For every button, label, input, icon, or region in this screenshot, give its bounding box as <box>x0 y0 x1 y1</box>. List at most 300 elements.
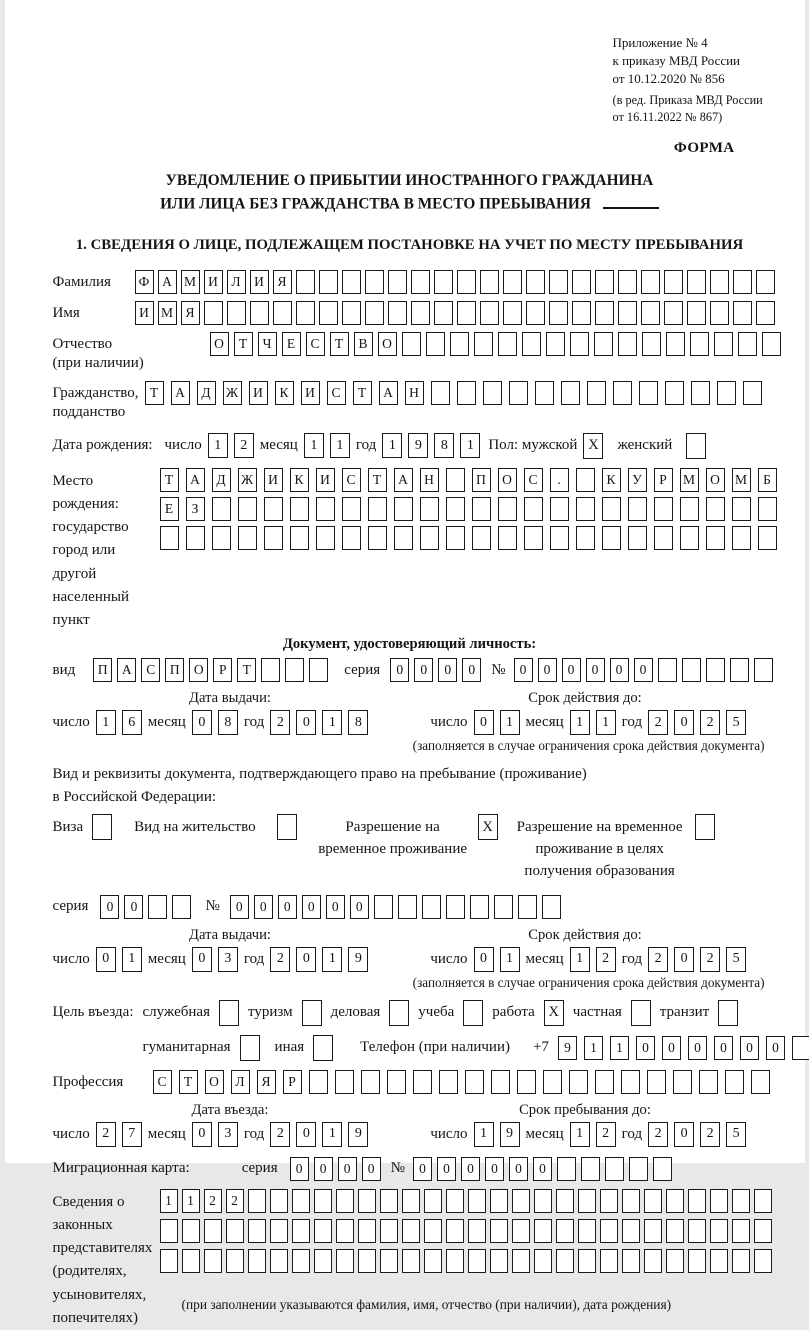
form-cell-empty[interactable] <box>758 497 777 521</box>
form-cell-empty[interactable] <box>420 497 439 521</box>
form-cell-empty[interactable] <box>524 497 543 521</box>
form-cell-filled[interactable]: С <box>141 658 160 682</box>
form-cell-filled[interactable]: 0 <box>296 710 316 735</box>
form-cell-filled[interactable]: 8 <box>348 710 368 735</box>
form-cell-empty[interactable] <box>411 301 430 325</box>
form-cell-filled[interactable]: 0 <box>562 658 581 682</box>
form-cell-filled[interactable]: 2 <box>226 1189 244 1213</box>
form-cell-filled[interactable]: 0 <box>124 895 143 919</box>
form-cell-filled[interactable]: 5 <box>726 1122 746 1147</box>
form-cell-empty[interactable] <box>644 1249 662 1273</box>
form-cell-empty[interactable] <box>388 270 407 294</box>
form-cell-filled[interactable]: 7 <box>122 1122 142 1147</box>
form-cell-filled[interactable]: 1 <box>460 433 480 458</box>
form-cell-empty[interactable] <box>374 895 393 919</box>
form-cell-empty[interactable] <box>296 270 315 294</box>
form-cell-filled[interactable]: Т <box>234 332 253 356</box>
form-cell-filled[interactable]: Р <box>213 658 232 682</box>
form-cell-filled[interactable]: 0 <box>437 1157 456 1181</box>
form-cell-filled[interactable]: 0 <box>688 1036 707 1060</box>
form-cell-filled[interactable]: 0 <box>674 947 694 972</box>
form-cell-filled[interactable]: 2 <box>700 947 720 972</box>
birth-month-cells[interactable] <box>304 433 350 458</box>
form-cell-empty[interactable] <box>666 1189 684 1213</box>
form-cell-empty[interactable] <box>756 301 775 325</box>
form-cell-empty[interactable] <box>342 301 361 325</box>
form-cell-empty[interactable] <box>641 270 660 294</box>
birth-year-cells[interactable] <box>382 433 480 458</box>
form-cell-empty[interactable] <box>204 1219 222 1243</box>
form-cell-empty[interactable] <box>402 1189 420 1213</box>
form-cell-filled[interactable]: 2 <box>270 710 290 735</box>
form-cell-empty[interactable] <box>710 1189 728 1213</box>
purpose-work-checkbox[interactable]: X <box>544 1000 564 1026</box>
form-cell-empty[interactable] <box>248 1219 266 1243</box>
form-cell-filled[interactable]: С <box>153 1070 172 1094</box>
migration-series-cells[interactable] <box>290 1157 381 1181</box>
form-cell-filled[interactable]: И <box>135 301 154 325</box>
residence-valid-year-cells[interactable] <box>648 947 746 972</box>
form-cell-filled[interactable]: 1 <box>596 710 616 735</box>
form-cell-filled[interactable]: 1 <box>382 433 402 458</box>
form-cell-filled[interactable]: П <box>165 658 184 682</box>
form-cell-empty[interactable] <box>342 270 361 294</box>
form-cell-empty[interactable] <box>212 526 231 550</box>
form-cell-empty[interactable] <box>292 1249 310 1273</box>
citizenship-cells[interactable] <box>145 381 762 405</box>
form-cell-empty[interactable] <box>578 1219 596 1243</box>
form-cell-filled[interactable]: 9 <box>558 1036 577 1060</box>
form-cell-empty[interactable] <box>628 526 647 550</box>
form-cell-empty[interactable] <box>361 1070 380 1094</box>
form-cell-empty[interactable] <box>160 1219 178 1243</box>
form-cell-empty[interactable] <box>490 1249 508 1273</box>
form-cell-empty[interactable] <box>526 270 545 294</box>
form-cell-empty[interactable] <box>621 1070 640 1094</box>
form-cell-filled[interactable]: 6 <box>122 710 142 735</box>
form-cell-empty[interactable] <box>535 381 554 405</box>
birthplace-cells-row2[interactable] <box>160 497 777 521</box>
form-cell-filled[interactable]: 1 <box>122 947 142 972</box>
form-cell-empty[interactable] <box>666 332 685 356</box>
form-cell-filled[interactable]: С <box>306 332 325 356</box>
form-cell-empty[interactable] <box>622 1249 640 1273</box>
form-cell-filled[interactable]: Е <box>282 332 301 356</box>
form-cell-filled[interactable]: 2 <box>234 433 254 458</box>
doc-valid-year-cells[interactable] <box>648 710 746 735</box>
form-cell-filled[interactable]: Я <box>181 301 200 325</box>
form-cell-filled[interactable]: Т <box>330 332 349 356</box>
form-cell-filled[interactable]: С <box>327 381 346 405</box>
form-cell-empty[interactable] <box>572 301 591 325</box>
form-cell-empty[interactable] <box>618 301 637 325</box>
form-cell-empty[interactable] <box>699 1070 718 1094</box>
form-cell-empty[interactable] <box>186 526 205 550</box>
form-cell-empty[interactable] <box>578 1249 596 1273</box>
form-cell-empty[interactable] <box>336 1249 354 1273</box>
form-cell-filled[interactable]: А <box>379 381 398 405</box>
form-cell-empty[interactable] <box>569 1070 588 1094</box>
form-cell-empty[interactable] <box>290 526 309 550</box>
form-cell-empty[interactable] <box>754 1249 772 1273</box>
form-cell-empty[interactable] <box>595 270 614 294</box>
form-cell-empty[interactable] <box>238 526 257 550</box>
form-cell-empty[interactable] <box>368 497 387 521</box>
form-cell-empty[interactable] <box>172 895 191 919</box>
representatives-cells-row2[interactable] <box>160 1219 772 1243</box>
form-cell-empty[interactable] <box>439 1070 458 1094</box>
form-cell-empty[interactable] <box>457 381 476 405</box>
form-cell-empty[interactable] <box>434 270 453 294</box>
form-cell-empty[interactable] <box>743 381 762 405</box>
form-cell-filled[interactable]: Н <box>405 381 424 405</box>
form-cell-filled[interactable]: 1 <box>570 1122 590 1147</box>
doc-valid-day-cells[interactable] <box>474 710 520 735</box>
form-cell-empty[interactable] <box>503 301 522 325</box>
form-cell-filled[interactable]: С <box>524 468 543 492</box>
form-cell-filled[interactable]: С <box>342 468 361 492</box>
representatives-cells-row1[interactable] <box>160 1189 772 1213</box>
form-cell-empty[interactable] <box>309 658 328 682</box>
form-cell-filled[interactable]: 9 <box>348 947 368 972</box>
form-cell-empty[interactable] <box>292 1219 310 1243</box>
form-cell-empty[interactable] <box>457 301 476 325</box>
form-cell-empty[interactable] <box>319 270 338 294</box>
form-cell-filled[interactable]: 8 <box>218 710 238 735</box>
form-cell-empty[interactable] <box>472 526 491 550</box>
form-cell-empty[interactable] <box>754 1219 772 1243</box>
form-cell-empty[interactable] <box>710 301 729 325</box>
form-cell-filled[interactable]: Н <box>420 468 439 492</box>
form-cell-filled[interactable]: 0 <box>438 658 457 682</box>
form-cell-empty[interactable] <box>204 1249 222 1273</box>
form-cell-empty[interactable] <box>653 1157 672 1181</box>
form-cell-empty[interactable] <box>602 497 621 521</box>
form-cell-empty[interactable] <box>688 1219 706 1243</box>
form-cell-empty[interactable] <box>446 1219 464 1243</box>
form-cell-filled[interactable]: 1 <box>322 947 342 972</box>
form-cell-empty[interactable] <box>594 332 613 356</box>
form-cell-empty[interactable] <box>666 1249 684 1273</box>
form-cell-filled[interactable]: 0 <box>230 895 249 919</box>
form-cell-empty[interactable] <box>647 1070 666 1094</box>
form-cell-empty[interactable] <box>273 301 292 325</box>
form-cell-empty[interactable] <box>710 270 729 294</box>
form-cell-empty[interactable] <box>600 1249 618 1273</box>
form-cell-empty[interactable] <box>358 1189 376 1213</box>
residence-permit-checkbox[interactable] <box>277 814 297 840</box>
form-cell-empty[interactable] <box>474 332 493 356</box>
form-cell-filled[interactable]: 0 <box>538 658 557 682</box>
form-cell-empty[interactable] <box>762 332 781 356</box>
form-cell-empty[interactable] <box>622 1219 640 1243</box>
form-cell-empty[interactable] <box>706 497 725 521</box>
form-cell-empty[interactable] <box>316 526 335 550</box>
form-cell-filled[interactable]: 0 <box>634 658 653 682</box>
form-cell-filled[interactable]: О <box>205 1070 224 1094</box>
form-cell-filled[interactable]: Ж <box>238 468 257 492</box>
form-cell-empty[interactable] <box>534 1189 552 1213</box>
form-cell-empty[interactable] <box>420 526 439 550</box>
form-cell-filled[interactable]: 2 <box>270 947 290 972</box>
entry-year-cells[interactable] <box>270 1122 368 1147</box>
form-cell-empty[interactable] <box>543 1070 562 1094</box>
form-cell-empty[interactable] <box>512 1189 530 1213</box>
form-cell-filled[interactable]: 0 <box>509 1157 528 1181</box>
form-cell-filled[interactable]: 0 <box>766 1036 785 1060</box>
form-cell-empty[interactable] <box>639 381 658 405</box>
form-cell-filled[interactable]: 0 <box>586 658 605 682</box>
form-cell-empty[interactable] <box>424 1249 442 1273</box>
form-cell-filled[interactable]: 9 <box>408 433 428 458</box>
form-cell-empty[interactable] <box>250 301 269 325</box>
form-cell-empty[interactable] <box>680 526 699 550</box>
form-cell-filled[interactable]: 0 <box>714 1036 733 1060</box>
form-cell-filled[interactable]: Т <box>237 658 256 682</box>
given-name-cells[interactable] <box>135 301 775 325</box>
form-cell-empty[interactable] <box>556 1189 574 1213</box>
form-cell-filled[interactable]: И <box>301 381 320 405</box>
form-cell-filled[interactable]: З <box>186 497 205 521</box>
form-cell-empty[interactable] <box>550 497 569 521</box>
form-cell-empty[interactable] <box>470 895 489 919</box>
form-cell-empty[interactable] <box>248 1189 266 1213</box>
form-cell-filled[interactable]: Е <box>160 497 179 521</box>
form-cell-empty[interactable] <box>732 497 751 521</box>
form-cell-empty[interactable] <box>758 526 777 550</box>
form-cell-empty[interactable] <box>654 497 673 521</box>
form-cell-empty[interactable] <box>394 497 413 521</box>
form-cell-filled[interactable]: 1 <box>96 710 116 735</box>
form-cell-filled[interactable]: 0 <box>192 710 212 735</box>
form-cell-empty[interactable] <box>534 1219 552 1243</box>
form-cell-filled[interactable]: О <box>378 332 397 356</box>
form-cell-filled[interactable]: К <box>290 468 309 492</box>
form-cell-filled[interactable]: 2 <box>270 1122 290 1147</box>
form-cell-empty[interactable] <box>402 1249 420 1273</box>
form-cell-filled[interactable]: А <box>117 658 136 682</box>
form-cell-empty[interactable] <box>490 1219 508 1243</box>
form-cell-empty[interactable] <box>570 332 589 356</box>
form-cell-filled[interactable]: 1 <box>322 710 342 735</box>
form-cell-empty[interactable] <box>413 1070 432 1094</box>
form-cell-empty[interactable] <box>557 1157 576 1181</box>
birthplace-cells-row1[interactable] <box>160 468 777 492</box>
entry-month-cells[interactable] <box>192 1122 238 1147</box>
form-cell-filled[interactable]: И <box>264 468 283 492</box>
form-cell-empty[interactable] <box>314 1189 332 1213</box>
form-cell-filled[interactable]: 2 <box>700 1122 720 1147</box>
form-cell-empty[interactable] <box>270 1249 288 1273</box>
form-cell-empty[interactable] <box>587 381 606 405</box>
stay-day-cells[interactable] <box>474 1122 520 1147</box>
doc-series-cells[interactable] <box>390 658 481 682</box>
form-cell-filled[interactable]: 0 <box>326 895 345 919</box>
residence-issue-day-cells[interactable] <box>96 947 142 972</box>
form-cell-empty[interactable] <box>556 1249 574 1273</box>
form-cell-filled[interactable]: Ф <box>135 270 154 294</box>
form-cell-empty[interactable] <box>556 1219 574 1243</box>
form-cell-empty[interactable] <box>503 270 522 294</box>
temp-residence-edu-checkbox[interactable] <box>695 814 715 840</box>
form-cell-empty[interactable] <box>446 1189 464 1213</box>
residence-number-cells[interactable] <box>230 895 561 919</box>
form-cell-empty[interactable] <box>618 270 637 294</box>
form-cell-filled[interactable]: 5 <box>726 947 746 972</box>
form-cell-filled[interactable]: О <box>189 658 208 682</box>
form-cell-empty[interactable] <box>522 332 541 356</box>
form-cell-empty[interactable] <box>238 497 257 521</box>
form-cell-empty[interactable] <box>691 381 710 405</box>
form-cell-filled[interactable]: Т <box>160 468 179 492</box>
form-cell-filled[interactable]: Л <box>231 1070 250 1094</box>
form-cell-empty[interactable] <box>431 381 450 405</box>
form-cell-empty[interactable] <box>498 497 517 521</box>
form-cell-filled[interactable]: Р <box>654 468 673 492</box>
form-cell-empty[interactable] <box>160 526 179 550</box>
form-cell-filled[interactable]: 2 <box>596 947 616 972</box>
form-cell-empty[interactable] <box>342 526 361 550</box>
form-cell-filled[interactable]: Т <box>368 468 387 492</box>
form-cell-empty[interactable] <box>654 526 673 550</box>
form-cell-empty[interactable] <box>204 301 223 325</box>
form-cell-empty[interactable] <box>424 1189 442 1213</box>
form-cell-filled[interactable]: К <box>602 468 621 492</box>
form-cell-empty[interactable] <box>644 1219 662 1243</box>
form-cell-empty[interactable] <box>561 381 580 405</box>
form-cell-empty[interactable] <box>534 1249 552 1273</box>
form-cell-empty[interactable] <box>595 1070 614 1094</box>
form-cell-filled[interactable]: О <box>210 332 229 356</box>
visa-checkbox[interactable] <box>92 814 112 840</box>
form-cell-empty[interactable] <box>227 301 246 325</box>
form-cell-filled[interactable]: О <box>706 468 725 492</box>
form-cell-empty[interactable] <box>680 497 699 521</box>
form-cell-empty[interactable] <box>472 497 491 521</box>
doc-issue-month-cells[interactable] <box>192 710 238 735</box>
form-cell-filled[interactable]: 0 <box>610 658 629 682</box>
form-cell-filled[interactable]: 0 <box>302 895 321 919</box>
form-cell-filled[interactable]: Л <box>227 270 246 294</box>
form-cell-empty[interactable] <box>319 301 338 325</box>
sex-male-checkbox[interactable]: X <box>583 433 603 459</box>
form-cell-empty[interactable] <box>380 1219 398 1243</box>
form-cell-empty[interactable] <box>605 1157 624 1181</box>
form-cell-filled[interactable]: 0 <box>485 1157 504 1181</box>
form-cell-empty[interactable] <box>581 1157 600 1181</box>
form-cell-filled[interactable]: 1 <box>304 433 324 458</box>
form-cell-empty[interactable] <box>368 526 387 550</box>
form-cell-empty[interactable] <box>380 1189 398 1213</box>
purpose-official-checkbox[interactable] <box>219 1000 239 1026</box>
form-cell-empty[interactable] <box>270 1189 288 1213</box>
form-cell-empty[interactable] <box>468 1219 486 1243</box>
form-cell-empty[interactable] <box>518 895 537 919</box>
purpose-tourism-checkbox[interactable] <box>302 1000 322 1026</box>
purpose-study-checkbox[interactable] <box>463 1000 483 1026</box>
form-cell-filled[interactable]: 0 <box>740 1036 759 1060</box>
form-cell-filled[interactable]: В <box>354 332 373 356</box>
form-cell-filled[interactable]: 0 <box>296 1122 316 1147</box>
birth-day-cells[interactable] <box>208 433 254 458</box>
form-cell-filled[interactable]: 8 <box>434 433 454 458</box>
form-cell-empty[interactable] <box>285 658 304 682</box>
surname-cells[interactable] <box>135 270 775 294</box>
form-cell-filled[interactable]: 0 <box>314 1157 333 1181</box>
form-cell-filled[interactable]: М <box>158 301 177 325</box>
sex-female-checkbox[interactable] <box>686 433 706 459</box>
doc-kind-cells[interactable] <box>93 658 328 682</box>
form-cell-filled[interactable]: 0 <box>192 1122 212 1147</box>
form-cell-filled[interactable]: 1 <box>584 1036 603 1060</box>
form-cell-empty[interactable] <box>517 1070 536 1094</box>
form-cell-filled[interactable]: П <box>93 658 112 682</box>
form-cell-empty[interactable] <box>388 301 407 325</box>
phone-cells[interactable] <box>558 1036 809 1060</box>
form-cell-filled[interactable]: 3 <box>218 947 238 972</box>
birthplace-cells-row3[interactable] <box>160 526 777 550</box>
form-cell-empty[interactable] <box>756 270 775 294</box>
form-cell-filled[interactable]: 0 <box>192 947 212 972</box>
form-cell-empty[interactable] <box>629 1157 648 1181</box>
form-cell-empty[interactable] <box>710 1249 728 1273</box>
form-cell-filled[interactable]: И <box>316 468 335 492</box>
form-cell-empty[interactable] <box>457 270 476 294</box>
form-cell-empty[interactable] <box>509 381 528 405</box>
form-cell-empty[interactable] <box>270 1219 288 1243</box>
form-cell-empty[interactable] <box>446 895 465 919</box>
doc-valid-month-cells[interactable] <box>570 710 616 735</box>
form-cell-empty[interactable] <box>658 658 677 682</box>
form-cell-empty[interactable] <box>480 270 499 294</box>
form-cell-filled[interactable]: 0 <box>278 895 297 919</box>
form-cell-empty[interactable] <box>600 1189 618 1213</box>
purpose-business-checkbox[interactable] <box>389 1000 409 1026</box>
residence-issue-month-cells[interactable] <box>192 947 238 972</box>
form-cell-filled[interactable]: А <box>158 270 177 294</box>
form-cell-empty[interactable] <box>498 526 517 550</box>
form-cell-empty[interactable] <box>335 1070 354 1094</box>
form-cell-empty[interactable] <box>512 1219 530 1243</box>
form-cell-empty[interactable] <box>380 1249 398 1273</box>
form-cell-empty[interactable] <box>622 1189 640 1213</box>
form-cell-filled[interactable]: Т <box>145 381 164 405</box>
form-cell-empty[interactable] <box>468 1189 486 1213</box>
form-cell-empty[interactable] <box>494 895 513 919</box>
form-cell-empty[interactable] <box>358 1219 376 1243</box>
form-cell-empty[interactable] <box>732 1219 750 1243</box>
form-cell-empty[interactable] <box>422 895 441 919</box>
form-cell-empty[interactable] <box>706 526 725 550</box>
form-cell-filled[interactable]: М <box>181 270 200 294</box>
form-cell-empty[interactable] <box>751 1070 770 1094</box>
form-cell-filled[interactable]: 3 <box>218 1122 238 1147</box>
form-cell-empty[interactable] <box>490 1189 508 1213</box>
doc-number-cells[interactable] <box>514 658 773 682</box>
form-cell-empty[interactable] <box>578 1189 596 1213</box>
form-cell-filled[interactable]: 0 <box>350 895 369 919</box>
form-cell-empty[interactable] <box>498 332 517 356</box>
doc-issue-year-cells[interactable] <box>270 710 368 735</box>
form-cell-empty[interactable] <box>688 1249 706 1273</box>
form-cell-empty[interactable] <box>733 270 752 294</box>
form-cell-empty[interactable] <box>468 1249 486 1273</box>
form-cell-filled[interactable]: И <box>249 381 268 405</box>
form-cell-filled[interactable]: 0 <box>514 658 533 682</box>
form-cell-empty[interactable] <box>182 1219 200 1243</box>
form-cell-empty[interactable] <box>600 1219 618 1243</box>
form-cell-filled[interactable]: Т <box>353 381 372 405</box>
